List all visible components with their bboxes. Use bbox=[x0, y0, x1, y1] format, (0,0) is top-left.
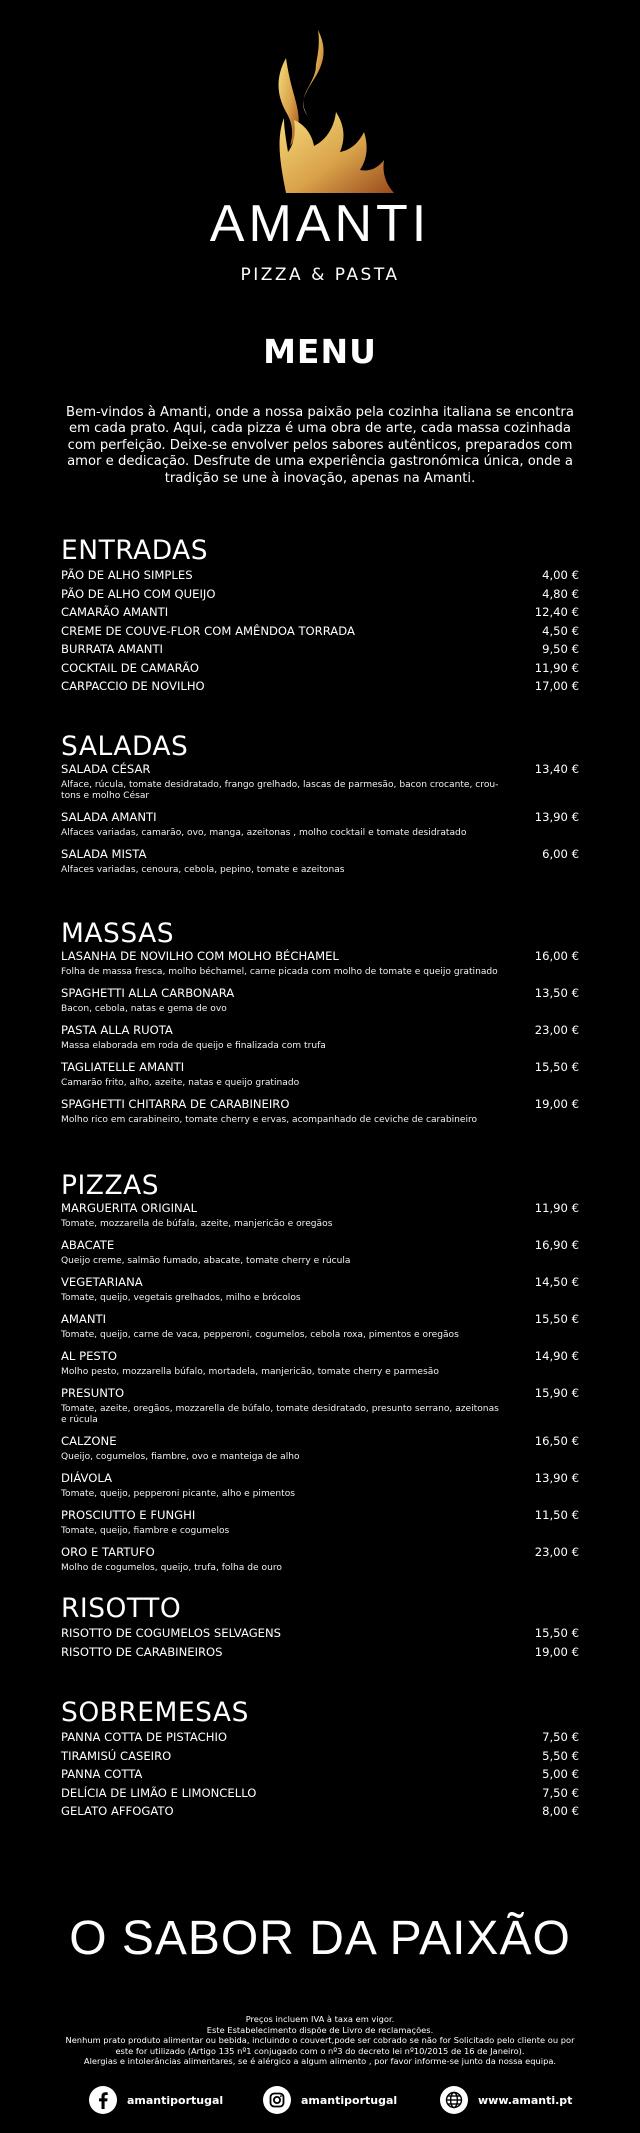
item-description: Queijo creme, salmão fumado, abacate, tomate cherry e rúcula bbox=[61, 1256, 351, 1266]
facebook-icon bbox=[89, 2086, 117, 2114]
item-price: 7,50 € bbox=[542, 1730, 579, 1744]
menu-item-line bbox=[61, 568, 579, 582]
intro-text: Bem-vindos à Amanti, onde a nossa paixão pela cozinha italiana se encontra em cada prato. Aqui, cada pizza é uma obra de arte, cada massa cozinhada com perfeição. Deixe-se envolver pelos sabores autênticos, preparados com amor e dedicação. Desfrute de uma experiência gastronómica única, onde a tradição se une à inovação, apenas na Amanti. bbox=[66, 405, 574, 486]
item-name: PÃO DE ALHO COM QUEIJO bbox=[61, 586, 216, 601]
menu-item-line bbox=[61, 642, 579, 656]
item-list bbox=[61, 949, 579, 1126]
item-price: 15,50 € bbox=[534, 1626, 579, 1640]
item-name: TAGLIATELLE AMANTI bbox=[61, 1060, 185, 1074]
item-list bbox=[61, 1201, 579, 1574]
menu-item-line bbox=[61, 1097, 579, 1111]
item-list bbox=[61, 568, 579, 698]
item-name: RISOTTO DE COGUMELOS SELVAGENS bbox=[61, 1626, 282, 1640]
item-price: 15,90 € bbox=[534, 1386, 579, 1400]
section-title: SALADAS bbox=[61, 731, 189, 762]
menu-item bbox=[61, 1645, 579, 1664]
item-price: 23,00 € bbox=[534, 1023, 579, 1037]
menu-item bbox=[61, 986, 579, 1015]
item-name: CREME DE COUVE-FLOR COM AMÊNDOA TORRADA bbox=[61, 623, 355, 638]
item-description: Queijo, cogumelos, fiambre, ovo e manteiga de alho bbox=[61, 1452, 300, 1462]
item-name: PANNA COTTA DE PISTACHIO bbox=[61, 1730, 228, 1744]
section-title: MASSAS bbox=[61, 918, 175, 949]
section-title: RISOTTO bbox=[61, 1593, 182, 1624]
menu-item-line bbox=[61, 1471, 579, 1485]
item-price: 12,40 € bbox=[534, 605, 579, 619]
item-description: Tomate, queijo, fiambre e cogumelos bbox=[61, 1526, 230, 1536]
menu-item bbox=[61, 1312, 579, 1341]
item-price: 13,90 € bbox=[534, 1471, 579, 1485]
menu-item-line bbox=[61, 1786, 579, 1800]
item-description: Alfaces variadas, camarão, ovo, manga, azeitonas , molho cocktail e tomate desidratado bbox=[61, 828, 467, 838]
menu-item bbox=[61, 1730, 579, 1749]
legal-notice bbox=[50, 2014, 590, 2067]
website-label: www.amanti.pt bbox=[478, 2093, 573, 2107]
item-name: PASTA ALLA RUOTA bbox=[61, 1023, 173, 1037]
section-entradas bbox=[61, 536, 579, 698]
instagram-label: amantiportugal bbox=[301, 2093, 398, 2107]
menu-item bbox=[61, 1434, 579, 1463]
section-risotto bbox=[61, 1594, 579, 1663]
section-title: SOBREMESAS bbox=[61, 1697, 249, 1728]
item-price: 11,50 € bbox=[534, 1508, 579, 1522]
section-title: PIZZAS bbox=[61, 1170, 160, 1201]
item-name: VEGETARIANA bbox=[61, 1275, 143, 1289]
item-name: SPAGHETTI ALLA CARBONARA bbox=[61, 986, 235, 1000]
menu-item bbox=[61, 624, 579, 643]
item-name: ORO E TARTUFO bbox=[61, 1545, 155, 1559]
item-description: Alface, rúcula, tomate desidratado, frango grelhado, lascas de parmesão, bacon crocante, crou-tons e molho César bbox=[61, 780, 499, 801]
item-name: LASANHA DE NOVILHO COM MOLHO BÉCHAMEL bbox=[61, 949, 339, 963]
menu-item bbox=[61, 1097, 579, 1126]
brand-tagline: PIZZA & PASTA bbox=[240, 265, 400, 285]
item-price: 15,50 € bbox=[534, 1312, 579, 1326]
item-price: 13,90 € bbox=[534, 810, 579, 824]
menu-item bbox=[61, 1749, 579, 1768]
menu-item-line bbox=[61, 661, 579, 675]
menu-item-line bbox=[61, 587, 579, 601]
item-price: 17,00 € bbox=[534, 679, 579, 693]
item-name: DIÁVOLA bbox=[61, 1471, 113, 1485]
menu-item-line bbox=[61, 762, 579, 776]
section-massas bbox=[61, 919, 579, 1134]
menu-item bbox=[61, 810, 579, 839]
item-name: CARPACCIO DE NOVILHO bbox=[61, 679, 205, 693]
menu-item-line bbox=[61, 986, 579, 1000]
section-title: ENTRADAS bbox=[61, 535, 209, 566]
item-name: PANNA COTTA bbox=[61, 1767, 143, 1781]
menu-item bbox=[61, 587, 579, 606]
item-price: 5,00 € bbox=[542, 1767, 579, 1781]
item-price: 8,00 € bbox=[542, 1804, 579, 1818]
item-name: CAMARÃO AMANTI bbox=[61, 605, 169, 619]
menu-item-line bbox=[61, 1767, 579, 1781]
item-price: 13,50 € bbox=[534, 986, 579, 1000]
item-list bbox=[61, 762, 579, 876]
website-link[interactable] bbox=[440, 2085, 572, 2115]
item-price: 4,50 € bbox=[542, 623, 579, 638]
menu-item-line bbox=[61, 624, 579, 638]
menu-item-line bbox=[61, 1312, 579, 1326]
item-price: 19,00 € bbox=[534, 1644, 579, 1659]
slogan: O SABOR DA PAIXÃO bbox=[69, 1912, 571, 1965]
item-price: 16,50 € bbox=[534, 1434, 579, 1448]
menu-item bbox=[61, 1201, 579, 1230]
item-name: PROSCIUTTO E FUNGHI bbox=[61, 1508, 196, 1522]
menu-item-line bbox=[61, 1060, 579, 1074]
menu-item bbox=[61, 1238, 579, 1267]
menu-item-line bbox=[61, 1730, 579, 1744]
item-price: 4,80 € bbox=[542, 586, 579, 601]
item-name: AMANTI bbox=[61, 1312, 107, 1326]
item-list bbox=[61, 1730, 579, 1823]
brand-name: AMANTI bbox=[209, 195, 431, 253]
menu-item bbox=[61, 1508, 579, 1537]
item-description: Tomate, queijo, vegetais grelhados, milho e brócolos bbox=[61, 1293, 301, 1303]
item-description: Alfaces variadas, cenoura, cebola, pepino, tomate e azeitonas bbox=[61, 865, 345, 875]
menu-item-line bbox=[61, 1804, 579, 1818]
menu-item-line bbox=[61, 1386, 579, 1400]
item-name: AL PESTO bbox=[61, 1349, 117, 1363]
menu-item-line bbox=[61, 605, 579, 619]
instagram-icon bbox=[263, 2086, 291, 2114]
item-name: MARGUERITA ORIGINAL bbox=[61, 1201, 198, 1215]
menu-item bbox=[61, 1275, 579, 1304]
item-price: 7,50 € bbox=[542, 1785, 579, 1800]
menu-item-line bbox=[61, 1508, 579, 1522]
instagram-link[interactable] bbox=[263, 2085, 397, 2115]
item-price: 9,50 € bbox=[542, 642, 579, 656]
item-price: 11,90 € bbox=[534, 1201, 579, 1215]
menu-item bbox=[61, 1545, 579, 1574]
menu-item bbox=[61, 568, 579, 587]
item-price: 19,00 € bbox=[534, 1097, 579, 1111]
globe-icon bbox=[440, 2086, 468, 2114]
menu-item-line bbox=[61, 1201, 579, 1215]
facebook-label: amantiportugal bbox=[127, 2093, 224, 2107]
menu-item-line bbox=[61, 1238, 579, 1252]
item-description: Molho rico em carabineiro, tomate cherry e ervas, acompanhado de ceviche de carabineiro bbox=[61, 1115, 478, 1125]
menu-item bbox=[61, 1349, 579, 1378]
flame-logo-icon bbox=[246, 28, 396, 203]
section-sobremesas bbox=[61, 1698, 579, 1823]
item-price: 16,90 € bbox=[534, 1238, 579, 1252]
legal-line: Alergias e intolerâncias alimentares, se é alérgico a algum alimento , por favor informe-se junto da nossa equipa. bbox=[83, 2056, 557, 2067]
item-description: Folha de massa fresca, molho béchamel, carne picada com molho de tomate e queijo gratinado bbox=[61, 967, 498, 977]
item-name: RISOTTO DE CARABINEIROS bbox=[61, 1644, 223, 1659]
item-name: BURRATA AMANTI bbox=[61, 642, 163, 656]
item-name: COCKTAIL DE CAMARÃO bbox=[61, 660, 200, 675]
item-description: Molho pesto, mozzarella búfalo, mortadela, manjericão, tomate cherry e parmesão bbox=[61, 1367, 439, 1377]
menu-item bbox=[61, 605, 579, 624]
item-description: Massa elaborada em roda de queijo e finalizada com trufa bbox=[61, 1041, 326, 1051]
menu-item bbox=[61, 661, 579, 680]
menu-item bbox=[61, 679, 579, 698]
menu-item bbox=[61, 1471, 579, 1500]
menu-item-line bbox=[61, 1626, 579, 1640]
item-description: Tomate, azeite, oregãos, mozzarella de búfalo, tomate desidratado, presunto serrano, azeitonas e rúcula bbox=[61, 1404, 499, 1425]
section-pizzas bbox=[61, 1171, 579, 1582]
item-price: 11,90 € bbox=[534, 660, 579, 675]
item-description: Tomate, queijo, pepperoni picante, alho e pimentos bbox=[61, 1489, 296, 1499]
menu-item bbox=[61, 1804, 579, 1823]
social-links bbox=[85, 2085, 573, 2115]
item-description: Camarão frito, alho, azeite, natas e queijo gratinado bbox=[61, 1078, 300, 1088]
item-description: Tomate, queijo, carne de vaca, pepperoni, cogumelos, cebola roxa, pimentos e oregãos bbox=[61, 1330, 459, 1340]
item-name: SPAGHETTI CHITARRA DE CARABINEIRO bbox=[61, 1097, 290, 1111]
menu-item bbox=[61, 1786, 579, 1805]
legal-line: Este Estabelecimento dispõe de Livro de reclamações. bbox=[206, 2024, 434, 2035]
item-name: SALADA CÉSAR bbox=[61, 762, 151, 776]
item-name: ABACATE bbox=[61, 1238, 115, 1252]
facebook-link[interactable] bbox=[89, 2085, 223, 2115]
item-description: Bacon, cebola, natas e gema de ovo bbox=[61, 1004, 227, 1014]
menu-item-line bbox=[61, 1434, 579, 1448]
item-price: 23,00 € bbox=[534, 1545, 579, 1559]
item-description: Molho de cogumelos, queijo, trufa, folha de ouro bbox=[61, 1563, 282, 1573]
item-price: 14,50 € bbox=[534, 1275, 579, 1289]
item-description: Tomate, mozzarella de búfala, azeite, manjericão e oregãos bbox=[61, 1219, 333, 1229]
item-price: 14,90 € bbox=[534, 1349, 579, 1363]
menu-item bbox=[61, 642, 579, 661]
menu-item bbox=[61, 1060, 579, 1089]
menu-item-line bbox=[61, 1275, 579, 1289]
menu-item bbox=[61, 1767, 579, 1786]
page-title: MENU bbox=[263, 332, 377, 371]
menu-item bbox=[61, 1386, 579, 1426]
legal-line: Preços incluem IVA à taxa em vigor. bbox=[245, 2014, 395, 2024]
menu-item-line bbox=[61, 679, 579, 693]
item-list bbox=[61, 1626, 579, 1663]
item-price: 5,50 € bbox=[542, 1748, 579, 1763]
item-name: DELÍCIA DE LIMÃO E LIMONCELLO bbox=[61, 1785, 257, 1800]
item-name: TIRAMISÚ CASEIRO bbox=[61, 1748, 172, 1763]
menu-item-line bbox=[61, 1545, 579, 1559]
menu-item bbox=[61, 762, 579, 802]
menu-item-line bbox=[61, 1645, 579, 1659]
section-saladas bbox=[61, 732, 579, 884]
item-price: 4,00 € bbox=[542, 568, 579, 582]
item-name: CALZONE bbox=[61, 1434, 117, 1448]
menu-item bbox=[61, 847, 579, 876]
menu-item-line bbox=[61, 1349, 579, 1363]
item-name: GELATO AFFOGATO bbox=[61, 1804, 174, 1818]
item-name: PRESUNTO bbox=[61, 1386, 125, 1400]
legal-line: Nenhum prato produto alimentar ou bebida, incluindo o couvert,pode ser cobrado se não for Solicitado pelo cliente ou por bbox=[65, 2035, 575, 2046]
menu-item-line bbox=[61, 949, 579, 963]
item-price: 6,00 € bbox=[542, 847, 579, 861]
item-price: 13,40 € bbox=[534, 762, 579, 776]
item-price: 16,00 € bbox=[534, 949, 579, 963]
menu-item-line bbox=[61, 810, 579, 824]
legal-line: este for utilizado (Artigo 135 nº1 conjugado com o nº3 do decreto lei nº10/2015 de 16 de Janeiro). bbox=[115, 2045, 525, 2056]
menu-item bbox=[61, 949, 579, 978]
item-name: SALADA MISTA bbox=[61, 847, 147, 861]
item-name: SALADA AMANTI bbox=[61, 810, 157, 824]
menu-item bbox=[61, 1626, 579, 1645]
item-name: PÃO DE ALHO SIMPLES bbox=[61, 568, 193, 582]
menu-item-line bbox=[61, 847, 579, 861]
item-price: 15,50 € bbox=[534, 1060, 579, 1074]
menu-item-line bbox=[61, 1023, 579, 1037]
menu-item-line bbox=[61, 1749, 579, 1763]
menu-item bbox=[61, 1023, 579, 1052]
